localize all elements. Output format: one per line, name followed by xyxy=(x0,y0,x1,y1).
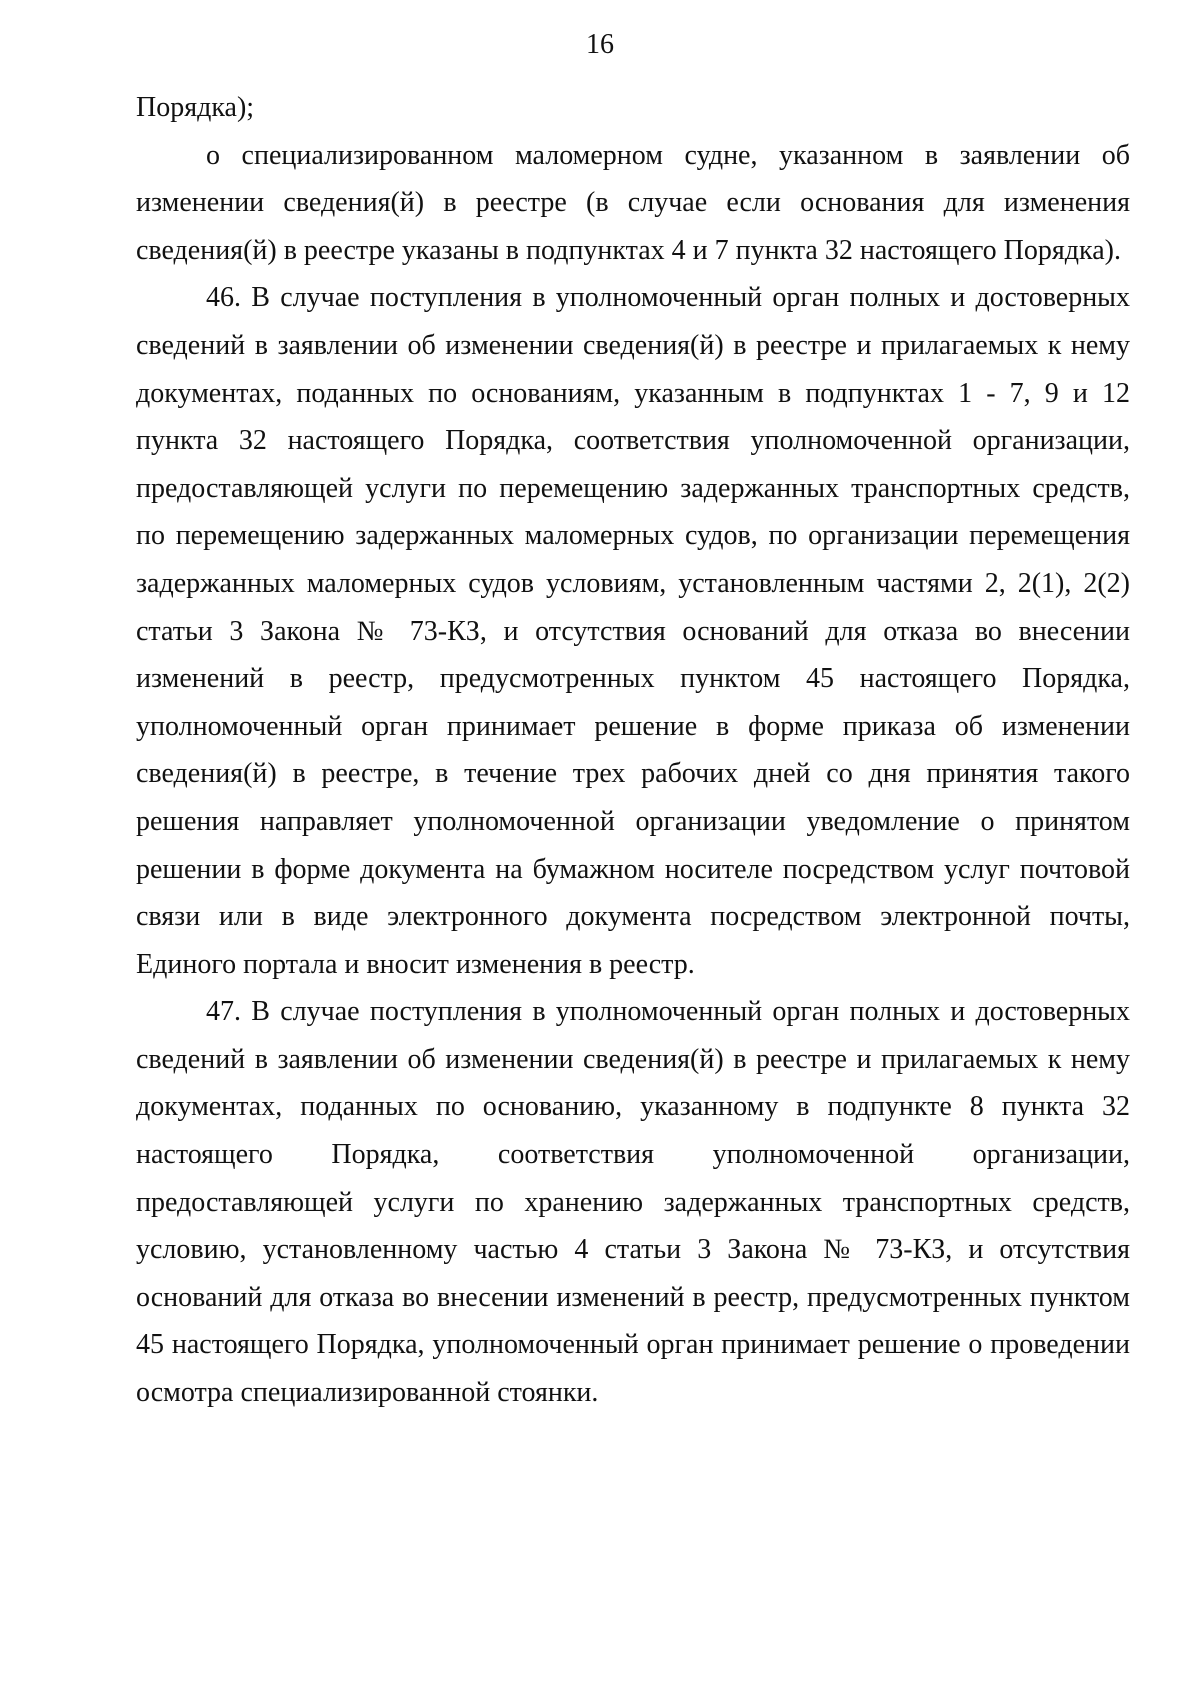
paragraph-continuation: Порядка); xyxy=(136,92,255,123)
paragraph-46: 46. В случае поступления в уполномоченный орган полных и достоверных сведений в заявлении об изменении сведения(й) в реестре и прилагаемых к нему документах, поданных по основаниям, указанным в подпунктах 1 - 7, 9 и 12 пункта 32 настоящего Порядка, соответствия уполномоченной организации, предоставляющей услуги по перемещению задержанных транспортных средств, по перемещению задержанных маломерных судов, по организации перемещения задержанных маломерных судов условиям, установленным частями 2, 2(1), 2(2) статьи 3 Закона № 73-КЗ, и отсутствия оснований для отказа во внесении изменений в реестр, предусмотренных пунктом 45 настоящего Порядка, уполномоченный орган принимает решение в форме приказа об изменении сведения(й) в реестре, в течение трех рабочих дней со дня принятия такого решения направляет уполномоченной организации уведомление о принятом решении в форме документа на бумажном носителе посредством услуг почтовой связи или в виде электронного документа посредством электронной почты, Единого портала и вносит изменения в реестр. xyxy=(136,282,1130,980)
page-number: 16 xyxy=(586,29,614,60)
document-body xyxy=(136,84,1130,1417)
paragraph-small-vessel-item: о специализированном маломерном судне, указанном в заявлении об изменении сведения(й) в реестре (в случае если основания для изменения сведения(й) в реестре указаны в подпунктах 4 и 7 пункта 32 настоящего Порядка). xyxy=(136,139,1130,266)
paragraph-47: 47. В случае поступления в уполномоченный орган полных и достоверных сведений в заявлении об изменении сведения(й) в реестре и прилагаемых к нему документах, поданных по основанию, указанному в подпункте 8 пункта 32 настоящего Порядка, соответствия уполномоченной организации, предоставляющей услуги по хранению задержанных транспортных средств, условию, установленному частью 4 статьи 3 Закона № 73-КЗ, и отсутствия оснований для отказа во внесении изменений в реестр, предусмотренных пунктом 45 настоящего Порядка, уполномоченный орган принимает решение о проведении осмотра специализированной стоянки. xyxy=(136,996,1130,1409)
